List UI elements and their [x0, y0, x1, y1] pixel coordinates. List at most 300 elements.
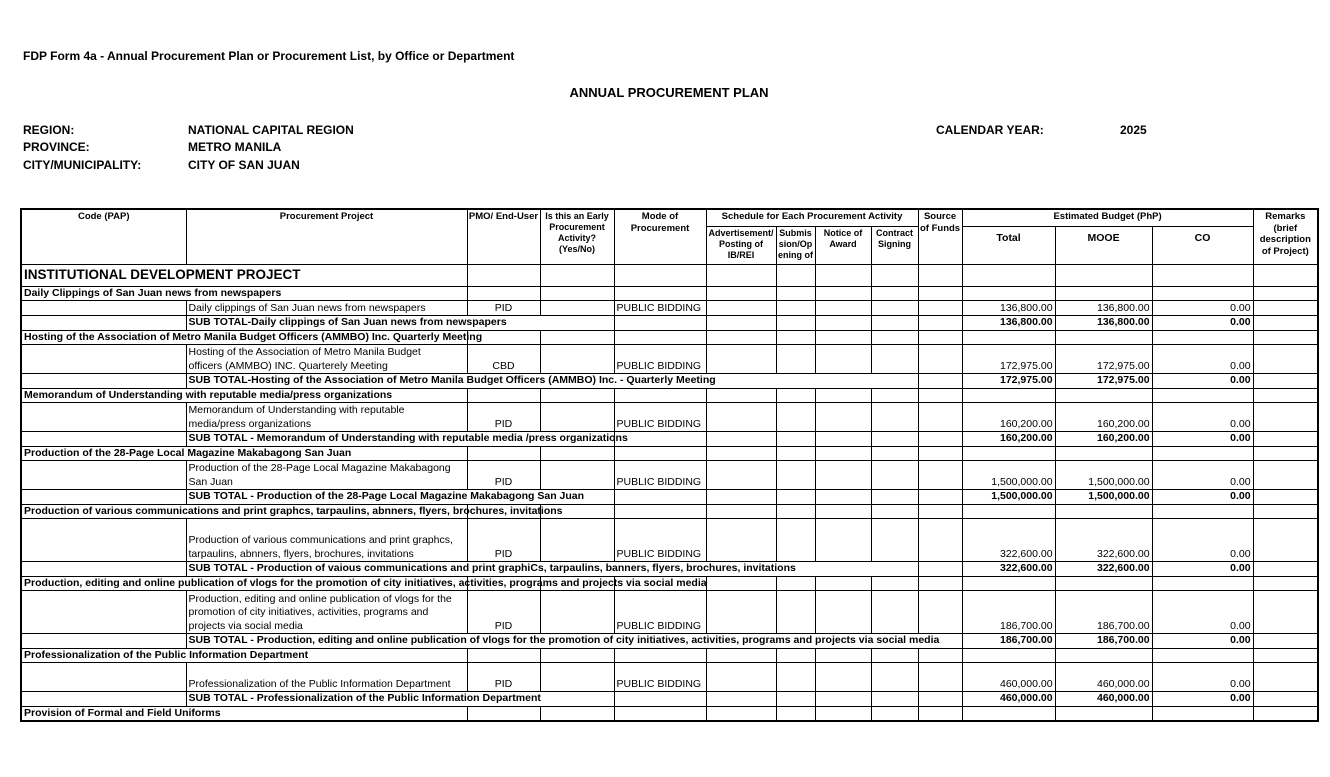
empty-cell [815, 576, 871, 591]
empty-cell [918, 388, 962, 403]
empty-cell [1055, 504, 1152, 519]
total-cell: 186,700.00 [962, 591, 1055, 634]
empty-cell [962, 264, 1055, 286]
code-cell [21, 634, 186, 649]
empty-cell [918, 663, 962, 692]
empty-cell [815, 388, 871, 403]
empty-cell [871, 316, 918, 331]
subtotal-total: 136,800.00 [962, 316, 1055, 331]
empty-cell [1152, 388, 1253, 403]
empty-cell [918, 403, 962, 432]
plan-title: ANNUAL PROCUREMENT PLAN [569, 85, 769, 100]
empty-cell [1253, 388, 1318, 403]
empty-cell [1055, 576, 1152, 591]
empty-cell [1152, 576, 1253, 591]
empty-cell [706, 432, 776, 447]
col-header-advertisement: Advertisement/ Posting of IB/REI [706, 226, 776, 264]
empty-cell [918, 446, 962, 461]
empty-cell [776, 388, 815, 403]
empty-cell [1253, 648, 1318, 663]
mode-cell: PUBLIC BIDDING [614, 301, 706, 316]
col-header-notice: Notice of Award [815, 226, 871, 264]
empty-cell [918, 301, 962, 316]
code-cell [21, 663, 186, 692]
total-cell: 460,000.00 [962, 663, 1055, 692]
subtotal-label: SUB TOTAL-Hosting of the Association of Metro Manila Budget Officers (AMMBO) Inc. - Quarterly Meeting [186, 374, 918, 389]
item-line: tarpaulins, abnners, flyers, brochures, invitations [188, 547, 414, 560]
empty-cell [871, 490, 918, 505]
empty-cell [918, 562, 962, 577]
empty-cell [871, 330, 918, 345]
empty-cell [467, 388, 540, 403]
code-cell [21, 345, 186, 374]
table-row [21, 461, 1318, 490]
early-procurement-cell [540, 663, 614, 692]
col-header-project: Procurement Project [186, 209, 467, 264]
subtotal-label: SUB TOTAL - Production of the 28-Page Local Magazine Makabagong San Juan [186, 490, 614, 505]
subtotal-mooe: 160,200.00 [1055, 432, 1152, 447]
code-cell [21, 374, 186, 389]
col-header-budget: Estimated Budget (PhP) [962, 209, 1253, 226]
code-cell [21, 591, 186, 634]
empty-cell [706, 591, 776, 634]
table-row [21, 403, 1318, 432]
col-header-co: CO [1152, 226, 1253, 264]
empty-cell [871, 519, 918, 562]
subtotal-co: 0.00 [1152, 316, 1253, 331]
table-row [21, 591, 1318, 634]
empty-cell [706, 388, 776, 403]
co-cell: 0.00 [1152, 403, 1253, 432]
empty-cell [776, 663, 815, 692]
empty-cell [1152, 446, 1253, 461]
empty-cell [1253, 264, 1318, 286]
empty-cell [776, 316, 815, 331]
empty-cell [871, 591, 918, 634]
subtotal-total: 322,600.00 [962, 562, 1055, 577]
remarks-cell [1253, 519, 1318, 562]
section-title-row [21, 576, 1318, 591]
early-procurement-cell [540, 301, 614, 316]
empty-cell [871, 663, 918, 692]
empty-cell [706, 264, 776, 286]
empty-cell [706, 504, 776, 519]
item-description [186, 345, 467, 374]
empty-cell [1253, 446, 1318, 461]
remarks-cell [1253, 374, 1318, 389]
code-cell [21, 316, 186, 331]
subtotal-total: 172,975.00 [962, 374, 1055, 389]
item-line: Production, editing and online publication of vlogs for the [188, 592, 452, 605]
empty-cell [918, 461, 962, 490]
subtotal-mooe: 460,000.00 [1055, 692, 1152, 707]
item-description [186, 519, 467, 562]
empty-cell [815, 692, 871, 707]
section-title: Provision of Formal and Field Uniforms [21, 706, 467, 721]
empty-cell [962, 576, 1055, 591]
item-description [186, 663, 467, 692]
procurement-table [20, 208, 1319, 722]
section-title-row [21, 330, 1318, 345]
section-title: Production of various communications and print graphcs, tarpaulins, abnners, flyers, brochures, invitations [21, 504, 467, 519]
empty-cell [614, 330, 706, 345]
empty-cell [540, 286, 614, 301]
empty-cell [467, 706, 540, 721]
item-line: Hosting of the Association of Metro Manila Budget [188, 346, 421, 358]
empty-cell [706, 692, 776, 707]
calendar-year-label: CALENDAR YEAR: [936, 123, 1044, 137]
mode-cell: PUBLIC BIDDING [614, 591, 706, 634]
empty-cell [815, 301, 871, 316]
subtotal-co: 0.00 [1152, 432, 1253, 447]
subtotal-row [21, 634, 1318, 649]
mode-cell: PUBLIC BIDDING [614, 461, 706, 490]
empty-cell [871, 264, 918, 286]
empty-cell [962, 388, 1055, 403]
region-label: REGION: [23, 123, 75, 137]
region-value: NATIONAL CAPITAL REGION [188, 123, 354, 137]
section-title-row [21, 706, 1318, 721]
empty-cell [776, 301, 815, 316]
empty-cell [871, 648, 918, 663]
empty-cell [776, 461, 815, 490]
section-title-row [21, 504, 1318, 519]
pmo-cell: PID [467, 591, 540, 634]
mooe-cell: 460,000.00 [1055, 663, 1152, 692]
empty-cell [962, 706, 1055, 721]
institutional-title: INSTITUTIONAL DEVELOPMENT PROJECT [21, 264, 467, 286]
empty-cell [776, 264, 815, 286]
empty-cell [871, 446, 918, 461]
item-line [189, 521, 465, 535]
mode-cell: PUBLIC BIDDING [614, 663, 706, 692]
co-cell: 0.00 [1152, 301, 1253, 316]
empty-cell [1055, 264, 1152, 286]
empty-cell [1055, 286, 1152, 301]
subtotal-mooe: 322,600.00 [1055, 562, 1152, 577]
empty-cell [871, 286, 918, 301]
empty-cell [614, 706, 706, 721]
empty-cell [918, 706, 962, 721]
remarks-cell [1253, 403, 1318, 432]
code-cell [21, 490, 186, 505]
subtotal-mooe: 1,500,000.00 [1055, 490, 1152, 505]
empty-cell [815, 648, 871, 663]
empty-cell [918, 330, 962, 345]
co-cell: 0.00 [1152, 519, 1253, 562]
code-cell [21, 461, 186, 490]
item-line: projects via social media [188, 619, 303, 632]
empty-cell [776, 519, 815, 562]
col-header-contract: Contract Signing [871, 226, 918, 264]
mooe-cell: 186,700.00 [1055, 591, 1152, 634]
code-cell [21, 301, 186, 316]
empty-cell [815, 264, 871, 286]
total-cell: 136,800.00 [962, 301, 1055, 316]
empty-cell [815, 663, 871, 692]
item-line: Production of various communications and print graphcs, [188, 534, 453, 546]
empty-cell [540, 388, 614, 403]
code-cell [21, 403, 186, 432]
empty-cell [871, 692, 918, 707]
empty-cell [614, 316, 706, 331]
empty-cell [706, 403, 776, 432]
item-line: San Juan [188, 475, 233, 488]
empty-cell [467, 648, 540, 663]
empty-cell [918, 490, 962, 505]
co-cell: 0.00 [1152, 461, 1253, 490]
subtotal-row [21, 432, 1318, 447]
empty-cell [815, 519, 871, 562]
subtotal-mooe: 136,800.00 [1055, 316, 1152, 331]
empty-cell [815, 432, 871, 447]
co-cell: 0.00 [1152, 663, 1253, 692]
empty-cell [1055, 446, 1152, 461]
code-cell [21, 692, 186, 707]
subtotal-mooe: 172,975.00 [1055, 374, 1152, 389]
subtotal-row [21, 562, 1318, 577]
col-header-mode: Mode of Procurement [614, 209, 706, 264]
empty-cell [776, 330, 815, 345]
empty-cell [815, 403, 871, 432]
remarks-cell [1253, 461, 1318, 490]
remarks-cell [1253, 634, 1318, 649]
subtotal-label: SUB TOTAL - Professionalization of the Public Information Department [186, 692, 614, 707]
item-line: Daily clippings of San Juan news from newspapers [188, 301, 426, 314]
early-procurement-cell [540, 461, 614, 490]
co-cell: 0.00 [1152, 345, 1253, 374]
empty-cell [706, 490, 776, 505]
remarks-cell [1253, 591, 1318, 634]
section-title-row [21, 286, 1318, 301]
empty-cell [918, 345, 962, 374]
subtotal-total: 1,500,000.00 [962, 490, 1055, 505]
subtotal-co: 0.00 [1152, 562, 1253, 577]
subtotal-label: SUB TOTAL - Memorandum of Understanding with reputable media /press organizations [186, 432, 614, 447]
code-cell [21, 562, 186, 577]
col-header-source: Source of Funds [918, 209, 962, 264]
item-line: Professionalization of the Public Information Department [188, 677, 451, 690]
empty-cell [776, 706, 815, 721]
empty-cell [962, 504, 1055, 519]
remarks-cell [1253, 345, 1318, 374]
empty-cell [776, 432, 815, 447]
empty-cell [614, 264, 706, 286]
empty-cell [1152, 286, 1253, 301]
col-header-total: Total [962, 226, 1055, 264]
empty-cell [706, 286, 776, 301]
empty-cell [706, 301, 776, 316]
empty-cell [815, 706, 871, 721]
province-label: PROVINCE: [23, 140, 90, 154]
mode-cell: PUBLIC BIDDING [614, 345, 706, 374]
mode-cell: PUBLIC BIDDING [614, 403, 706, 432]
empty-cell [776, 446, 815, 461]
empty-cell [614, 692, 706, 707]
item-line: Memorandum of Understanding with reputable [188, 404, 405, 416]
empty-cell [871, 345, 918, 374]
empty-cell [540, 648, 614, 663]
item-description [186, 301, 467, 316]
col-header-pmo: PMO/ End-User [467, 209, 540, 264]
empty-cell [871, 301, 918, 316]
table-row [21, 663, 1318, 692]
subtotal-label: SUB TOTAL-Daily clippings of San Juan news from newspapers [186, 316, 614, 331]
empty-cell [1055, 388, 1152, 403]
pmo-cell: PID [467, 663, 540, 692]
empty-cell [918, 432, 962, 447]
empty-cell [962, 330, 1055, 345]
early-procurement-cell [540, 345, 614, 374]
empty-cell [815, 345, 871, 374]
empty-cell [871, 432, 918, 447]
empty-cell [871, 403, 918, 432]
empty-cell [815, 446, 871, 461]
empty-cell [540, 706, 614, 721]
empty-cell [918, 648, 962, 663]
code-cell [21, 432, 186, 447]
item-line: promotion of city initiatives, activities, programs and [188, 606, 429, 618]
subtotal-co: 0.00 [1152, 374, 1253, 389]
empty-cell [918, 576, 962, 591]
empty-cell [1253, 286, 1318, 301]
empty-cell [918, 519, 962, 562]
empty-cell [918, 692, 962, 707]
subtotal-co: 0.00 [1152, 692, 1253, 707]
empty-cell [706, 461, 776, 490]
empty-cell [918, 374, 962, 389]
empty-cell [706, 519, 776, 562]
subtotal-total: 160,200.00 [962, 432, 1055, 447]
mooe-cell: 136,800.00 [1055, 301, 1152, 316]
col-header-code: Code (PAP) [21, 209, 186, 264]
empty-cell [918, 591, 962, 634]
empty-cell [815, 490, 871, 505]
remarks-cell [1253, 562, 1318, 577]
code-cell [21, 519, 186, 562]
empty-cell [1253, 330, 1318, 345]
item-line: officers (AMMBO) INC. Quarterely Meeting [188, 359, 388, 372]
empty-cell [540, 330, 614, 345]
empty-cell [871, 576, 918, 591]
mooe-cell: 322,600.00 [1055, 519, 1152, 562]
table-row [21, 301, 1318, 316]
remarks-cell [1253, 432, 1318, 447]
empty-cell [962, 446, 1055, 461]
empty-cell [1152, 330, 1253, 345]
mooe-cell: 1,500,000.00 [1055, 461, 1152, 490]
empty-cell [1055, 330, 1152, 345]
empty-cell [871, 461, 918, 490]
empty-cell [776, 692, 815, 707]
subtotal-row [21, 490, 1318, 505]
total-cell: 172,975.00 [962, 345, 1055, 374]
total-cell: 160,200.00 [962, 403, 1055, 432]
item-line [189, 664, 465, 678]
pmo-cell: PID [467, 461, 540, 490]
empty-cell [776, 286, 815, 301]
col-header-early-procurement: Is this an Early Procurement Activity? (Yes/No) [540, 209, 614, 264]
early-procurement-cell [540, 519, 614, 562]
empty-cell [918, 316, 962, 331]
empty-cell [871, 388, 918, 403]
empty-cell [706, 345, 776, 374]
co-cell: 0.00 [1152, 591, 1253, 634]
empty-cell [1253, 706, 1318, 721]
empty-cell [962, 648, 1055, 663]
subtotal-total: 186,700.00 [962, 634, 1055, 649]
empty-cell [706, 446, 776, 461]
empty-cell [776, 504, 815, 519]
empty-cell [1152, 264, 1253, 286]
section-title: Production of the 28-Page Local Magazine Makabagong San Juan [21, 446, 467, 461]
empty-cell [1055, 648, 1152, 663]
total-cell: 1,500,000.00 [962, 461, 1055, 490]
empty-cell [918, 264, 962, 286]
form-title: FDP Form 4a - Annual Procurement Plan or Procurement List, by Office or Department [23, 49, 515, 63]
empty-cell [776, 576, 815, 591]
remarks-cell [1253, 692, 1318, 707]
empty-cell [706, 706, 776, 721]
early-procurement-cell [540, 403, 614, 432]
empty-cell [706, 576, 776, 591]
col-header-mooe: MOOE [1055, 226, 1152, 264]
empty-cell [918, 504, 962, 519]
item-line: Production of the 28-Page Local Magazine Makabagong [188, 462, 451, 474]
empty-cell [776, 591, 815, 634]
subtotal-co: 0.00 [1152, 490, 1253, 505]
empty-cell [467, 446, 540, 461]
empty-cell [1253, 504, 1318, 519]
empty-cell [614, 388, 706, 403]
empty-cell [1152, 706, 1253, 721]
empty-cell [614, 504, 706, 519]
empty-cell [614, 490, 706, 505]
empty-cell [815, 286, 871, 301]
subtotal-total: 460,000.00 [962, 692, 1055, 707]
empty-cell [871, 504, 918, 519]
subtotal-label: SUB TOTAL - Production of vaious communications and print graphiCs, tarpaulins, banners, flyers, brochures, invitations [186, 562, 918, 577]
empty-cell [815, 504, 871, 519]
empty-cell [815, 316, 871, 331]
empty-cell [815, 461, 871, 490]
city-value: CITY OF SAN JUAN [188, 158, 300, 172]
pmo-cell: CBD [467, 345, 540, 374]
institutional-row [21, 264, 1318, 286]
empty-cell [776, 490, 815, 505]
empty-cell [540, 446, 614, 461]
subtotal-row [21, 374, 1318, 389]
empty-cell [706, 316, 776, 331]
empty-cell [1253, 576, 1318, 591]
item-description [186, 591, 467, 634]
empty-cell [1152, 648, 1253, 663]
empty-cell [871, 706, 918, 721]
empty-cell [776, 648, 815, 663]
pmo-cell: PID [467, 519, 540, 562]
col-header-remarks: Remarks (brief description of Project) [1253, 209, 1318, 264]
empty-cell [614, 648, 706, 663]
province-value: METRO MANILA [188, 140, 282, 154]
section-title: Daily Clippings of San Juan news from newspapers [21, 286, 467, 301]
empty-cell [918, 286, 962, 301]
pmo-cell: PID [467, 301, 540, 316]
subtotal-mooe: 186,700.00 [1055, 634, 1152, 649]
mooe-cell: 160,200.00 [1055, 403, 1152, 432]
empty-cell [1152, 504, 1253, 519]
empty-cell [815, 591, 871, 634]
section-title-row [21, 648, 1318, 663]
